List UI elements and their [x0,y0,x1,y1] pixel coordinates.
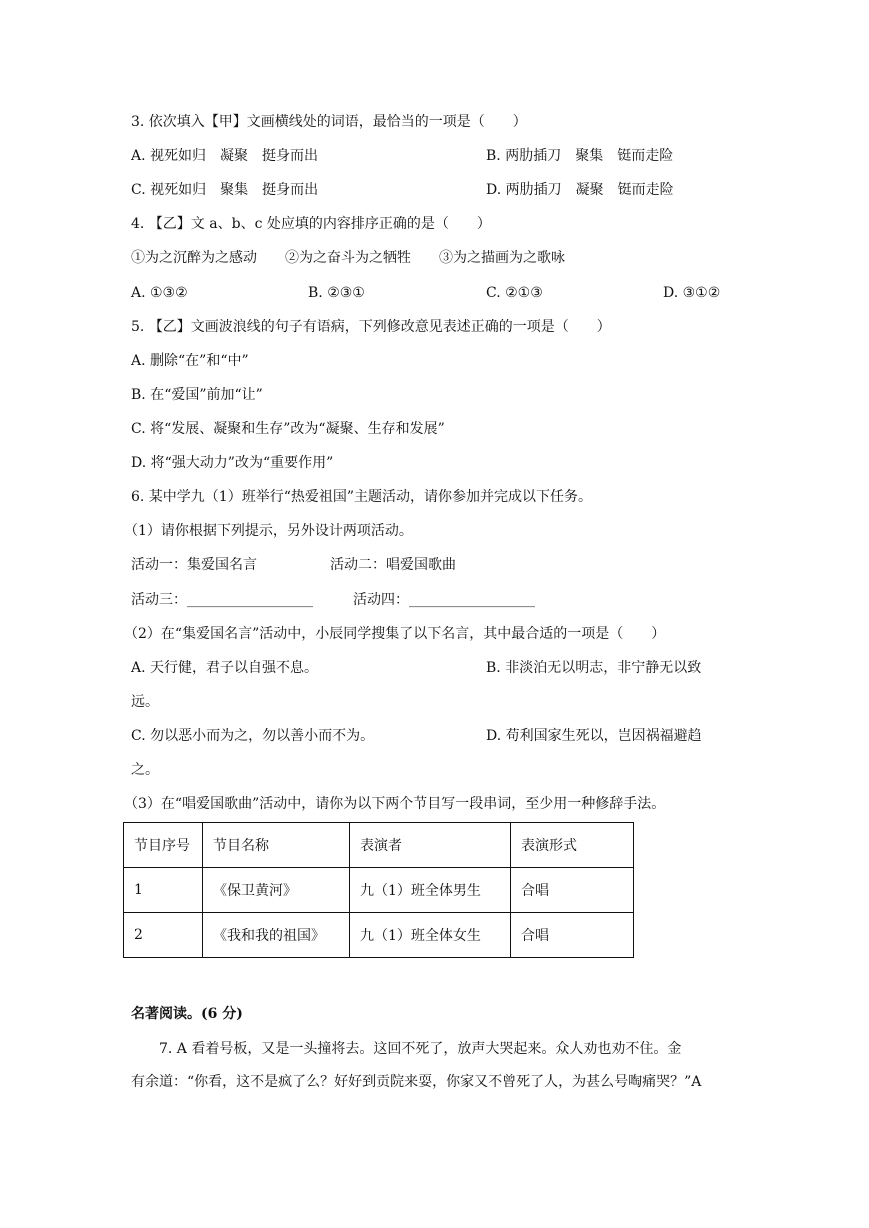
q4-option-d: D. ③①② [663,285,721,301]
table-cell: 九（1）班全体男生 [350,868,511,913]
q3-option-a: A. 视死如归 凝聚 挺身而出 [131,148,319,164]
table-row [124,913,634,958]
q5-option-a: A. 删除“在”和“中” [131,353,249,369]
q6-activity-1: 活动一：集爱国名言 [131,557,257,573]
q6-option-c: C. 勿以恶小而为之，勿以善小而不为。 [131,728,375,744]
q6-option-b: B. 非淡泊无以明志，非宁静无以致 [486,660,702,676]
q6-option-a: A. 天行健，君子以自强不息。 [131,660,319,676]
q3-option-b: B. 两肋插刀 聚集 铤而走险 [486,148,674,164]
table-header-cell: 节目序号 [124,823,203,868]
table-header-row [124,823,634,868]
program-table [123,822,634,958]
q6-option-d: D. 苟利国家生死以，岂因祸福避趋 [486,728,702,744]
q4-stem: 4. 【乙】文 a、b、c 处应填的内容排序正确的是（ ） [131,216,491,232]
q7-line-2: 有余道：“你看，这不是疯了么？好好到贡院来耍，你家又不曾死了人，为甚么号啕痛哭？”A [131,1074,702,1090]
q7-line-1: 7. A 看着号板，又是一头撞将去。这回不死了，放声大哭起来。众人劝也劝不住。金 [159,1041,682,1057]
q6-option-d-continued: 之。 [131,762,159,778]
q4-items: ①为之沉醉为之感动 ②为之奋斗为之牺牲 ③为之描画为之歌咏 [131,250,565,266]
q4-option-b: B. ②③① [308,285,365,301]
table-cell: 《我和我的祖国》 [203,913,350,958]
q5-stem: 5. 【乙】文画波浪线的句子有语病，下列修改意见表述正确的一项是（ ） [131,319,611,335]
table-header-cell: 表演者 [350,823,511,868]
q6-activity-3-blank: 活动三：__________________ [131,592,313,608]
table-header-cell: 表演形式 [511,823,634,868]
table-cell: 1 [124,868,203,913]
q3-option-d: D. 两肋插刀 凝聚 铤而走险 [486,182,674,198]
table-cell: 合唱 [511,868,634,913]
section-title: 名著阅读。(6 分) [131,1006,243,1022]
q6-part1: （1）请你根据下列提示，另外设计两项活动。 [124,523,413,539]
q5-option-c: C. 将“发展、凝聚和生存”改为“凝聚、生存和发展” [131,421,445,437]
table-cell: 九（1）班全体女生 [350,913,511,958]
table-cell: 《保卫黄河》 [203,868,350,913]
q6-option-b-continued: 远。 [131,694,159,710]
q6-activity-4-blank: 活动四：__________________ [353,592,535,608]
table-cell: 2 [124,913,203,958]
q5-option-d: D. 将“强大动力”改为“重要作用” [131,455,334,471]
q6-part3: （3）在“唱爱国歌曲”活动中，请你为以下两个节目写一段串词，至少用一种修辞手法。 [124,796,666,812]
q3-stem: 3. 依次填入【甲】文画横线处的词语，最恰当的一项是（ ） [131,114,527,130]
q6-stem: 6. 某中学九（1）班举行“热爱祖国”主题活动，请你参加并完成以下任务。 [131,489,593,505]
table-header-cell: 节目名称 [203,823,350,868]
table-cell: 合唱 [511,913,634,958]
q4-option-a: A. ①③② [131,285,188,301]
q5-option-b: B. 在“爱国”前加“让” [131,387,263,403]
q6-part2: （2）在“集爱国名言”活动中，小辰同学搜集了以下名言，其中最合适的一项是（ ） [124,626,666,642]
q3-option-c: C. 视死如归 聚集 挺身而出 [131,182,319,198]
q6-activity-2: 活动二：唱爱国歌曲 [330,557,456,573]
table-row [124,868,634,913]
q4-option-c: C. ②①③ [486,285,543,301]
